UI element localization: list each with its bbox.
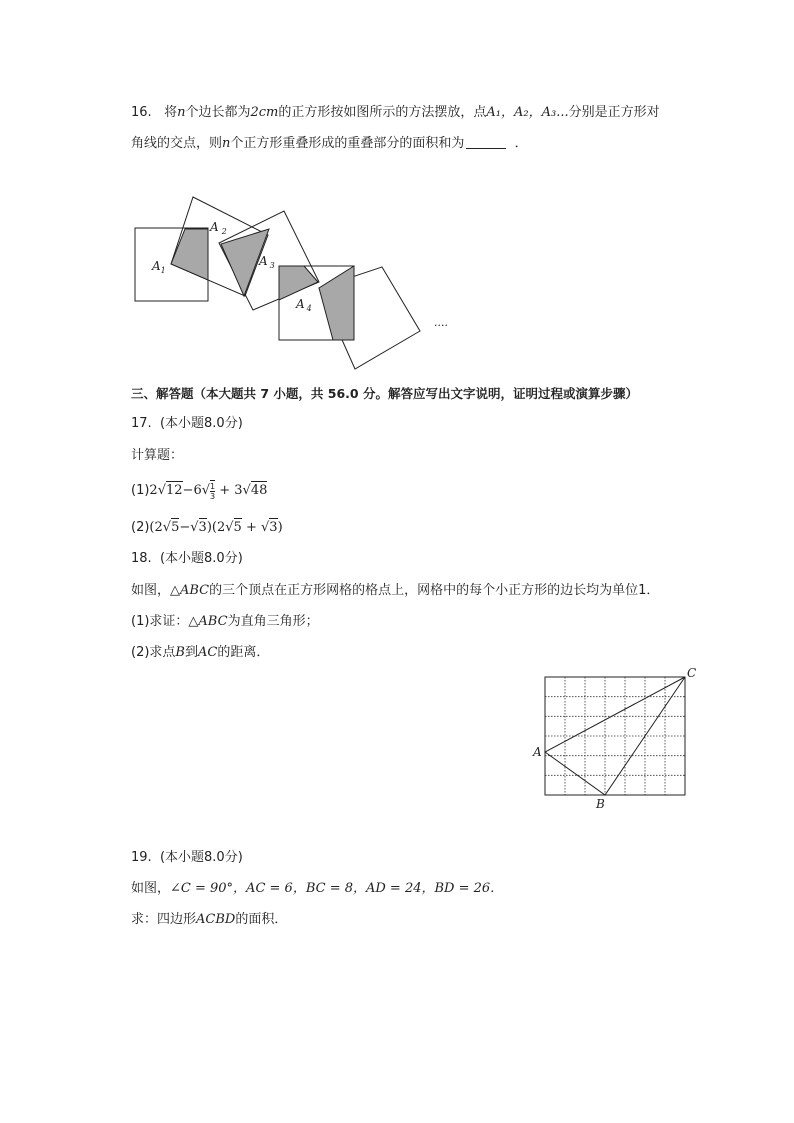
q17-prompt: 计算题： xyxy=(131,448,184,463)
q16-ellipsis: .... xyxy=(434,316,448,329)
q18-text: 如图，△ABC的三个顶点在正方形网格的格点上，网格中的每个小正方形的边长均为单位1． xyxy=(131,583,660,598)
label-a: A xyxy=(533,745,542,759)
q19-text: 如图，∠C = 90°，AC = 6，BC = 8，AD = 24，BD = 26． xyxy=(131,881,504,896)
q18-sub1: (1)求证：△ABC为直角三角形； xyxy=(131,614,319,629)
label-b: B xyxy=(596,797,605,811)
q19-header: 19. (本小题8.0分) xyxy=(131,850,243,865)
q17-part2: (2)(2√5−√3)(2√5 + √3) xyxy=(131,520,283,535)
svg-text:A1: $A_1$ xyxy=(152,259,166,275)
section3-heading: 三、解答题（本大题共 7 小题，共 56.0 分。解答应写出文字说明，证明过程或演算步骤） xyxy=(131,386,638,401)
q16-line1: 16. 将n个边长都为2cm的正方形按如图所示的方法摆放，点A₁，A₂，A₃...分别是正方形对 xyxy=(131,105,660,120)
q18-figure xyxy=(528,662,703,812)
q16-number: 16. xyxy=(131,105,152,120)
q17-part1: (1)2√12−6√ $\frac{1}{3}$ + 3√48 xyxy=(131,482,268,501)
q19-ask: 求：四边形ACBD的面积． xyxy=(131,912,288,927)
label-c: C xyxy=(687,666,697,680)
svg-text:A3: A $_3$ xyxy=(259,254,275,270)
answer-blank[interactable] xyxy=(466,134,506,149)
q18-header: 18. (本小题8.0分) xyxy=(131,551,243,566)
svg-text:A2: A $_2$ xyxy=(210,220,227,236)
q16-line2: 角线的交点，则n个正方形重叠形成的重叠部分的面积和为 ． xyxy=(131,136,528,151)
svg-text:A4: A $_4$ xyxy=(296,297,312,313)
q18-sub2: (2)求点B到AC的距离． xyxy=(131,645,270,660)
q17-header: 17. (本小题8.0分) xyxy=(131,416,243,431)
q16-figure xyxy=(125,188,448,373)
